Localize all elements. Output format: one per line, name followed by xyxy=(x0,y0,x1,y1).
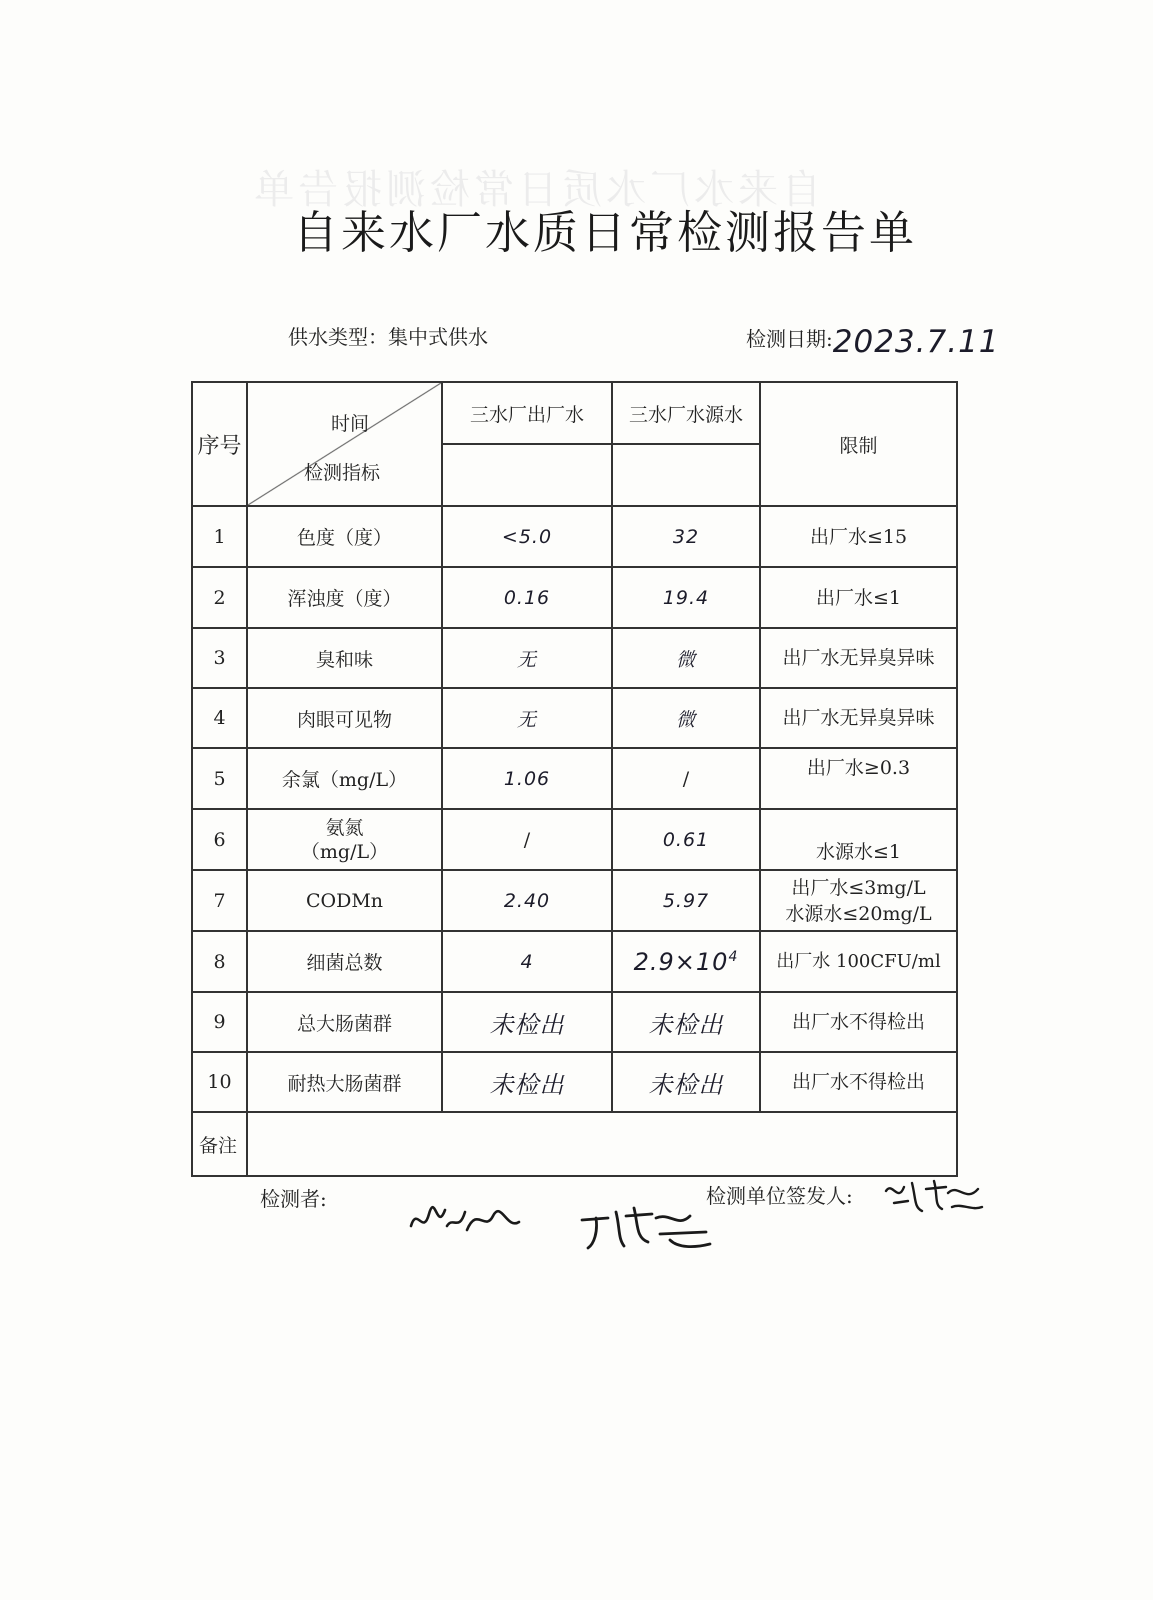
table-row xyxy=(192,931,957,992)
row-value-outflow: 0.16 xyxy=(442,567,612,628)
header-indicator: 检测指标 xyxy=(304,462,381,484)
row-no: 5 xyxy=(192,748,247,809)
row-value-source: 微 xyxy=(612,628,760,688)
row-indicator-line2: （mg/L） xyxy=(300,840,389,863)
row-value-outflow: 2.40 xyxy=(442,870,612,931)
row-value-source: 未检出 xyxy=(612,1052,760,1112)
header-col1-blank xyxy=(442,444,612,506)
issuer-label: 检测单位签发人: xyxy=(706,1184,853,1208)
row-value-source xyxy=(612,931,760,992)
row-value-source: 5.97 xyxy=(612,870,760,931)
row-value-source-base: 2.9×10 xyxy=(633,947,729,976)
header-index: 序号 xyxy=(192,382,247,506)
row-no: 4 xyxy=(192,688,247,748)
row-value-outflow: 1.06 xyxy=(442,748,612,809)
header-limit: 限制 xyxy=(760,382,957,506)
row-limit: 水源水≤1 xyxy=(760,809,957,870)
header-col1: 三水厂出厂水 xyxy=(442,382,612,444)
row-limit-line1: 出厂水≤3mg/L xyxy=(791,876,926,899)
row-limit xyxy=(760,870,957,931)
row-value-outflow: 无 xyxy=(442,628,612,688)
row-no: 6 xyxy=(192,809,247,870)
row-value-source: 未检出 xyxy=(612,992,760,1052)
header-col2: 三水厂水源水 xyxy=(612,382,760,444)
row-value-outflow: / xyxy=(442,809,612,870)
row-no: 8 xyxy=(192,931,247,992)
bleed-through-title: 自来水厂水质日常检测报告单 xyxy=(250,167,822,213)
row-indicator xyxy=(247,809,442,870)
row-no: 2 xyxy=(192,567,247,628)
supply-type: 供水类型：集中式供水 xyxy=(288,325,488,349)
row-value-source: 19.4 xyxy=(612,567,760,628)
row-indicator: 余氯（mg/L） xyxy=(247,748,442,809)
inspector-signature-2 xyxy=(578,1198,718,1254)
table-row xyxy=(192,748,957,809)
row-value-source-exp: 4 xyxy=(728,948,739,965)
row-indicator: 臭和味 xyxy=(247,628,442,688)
row-value-outflow: 无 xyxy=(442,688,612,748)
table-row xyxy=(192,506,957,567)
remark-label: 备注 xyxy=(192,1112,247,1176)
row-no: 3 xyxy=(192,628,247,688)
row-indicator: 耐热大肠菌群 xyxy=(247,1052,442,1112)
row-no: 10 xyxy=(192,1052,247,1112)
row-value-source: 32 xyxy=(612,506,760,567)
row-limit: 出厂水≥0.3 xyxy=(760,748,957,809)
row-indicator: 浑浊度（度） xyxy=(247,567,442,628)
row-value-outflow: <5.0 xyxy=(442,506,612,567)
row-value-outflow: 4 xyxy=(442,931,612,992)
remark-content xyxy=(247,1112,957,1176)
header-time: 时间 xyxy=(330,413,369,435)
row-indicator: 色度（度） xyxy=(247,506,442,567)
header-col2-blank xyxy=(612,444,760,506)
row-value-source: / xyxy=(612,748,760,809)
test-date-label: 检测日期: xyxy=(746,327,833,351)
table-row xyxy=(192,992,957,1052)
report-table xyxy=(191,381,958,1177)
row-indicator: 总大肠菌群 xyxy=(247,992,442,1052)
table-row xyxy=(192,628,957,688)
row-limit-line2: 水源水≤20mg/L xyxy=(785,902,932,925)
row-indicator: 肉眼可见物 xyxy=(247,688,442,748)
remark-row xyxy=(192,1112,957,1176)
row-limit: 出厂水≤1 xyxy=(760,567,957,628)
table-row xyxy=(192,1052,957,1112)
test-date xyxy=(746,318,1000,360)
page-title: 自来水厂水质日常检测报告单 xyxy=(292,206,917,259)
table-row xyxy=(192,567,957,628)
row-no: 1 xyxy=(192,506,247,567)
table-row xyxy=(192,688,957,748)
inspector-label: 检测者: xyxy=(260,1187,327,1211)
inspector-signature-1 xyxy=(407,1196,527,1242)
row-value-source: 0.61 xyxy=(612,809,760,870)
issuer-signature xyxy=(882,1173,986,1217)
row-indicator: 细菌总数 xyxy=(247,931,442,992)
row-value-outflow: 未检出 xyxy=(442,1052,612,1112)
table-row xyxy=(192,809,957,870)
row-no: 9 xyxy=(192,992,247,1052)
row-indicator-line1: 氨氮 xyxy=(325,816,364,839)
row-limit: 出厂水≤15 xyxy=(760,506,957,567)
header-diagonal-cell xyxy=(247,382,442,506)
test-date-value: 2023.7.11 xyxy=(832,324,1000,360)
table-row xyxy=(192,870,957,931)
row-limit: 出厂水不得检出 xyxy=(760,1052,957,1112)
row-value-source: 微 xyxy=(612,688,760,748)
row-value-outflow: 未检出 xyxy=(442,992,612,1052)
row-no: 7 xyxy=(192,870,247,931)
row-limit: 出厂水无异臭异味 xyxy=(760,628,957,688)
row-limit: 出厂水无异臭异味 xyxy=(760,688,957,748)
row-limit: 出厂水 100CFU/ml xyxy=(760,931,957,992)
row-indicator: CODMn xyxy=(247,870,442,931)
row-limit: 出厂水不得检出 xyxy=(760,992,957,1052)
